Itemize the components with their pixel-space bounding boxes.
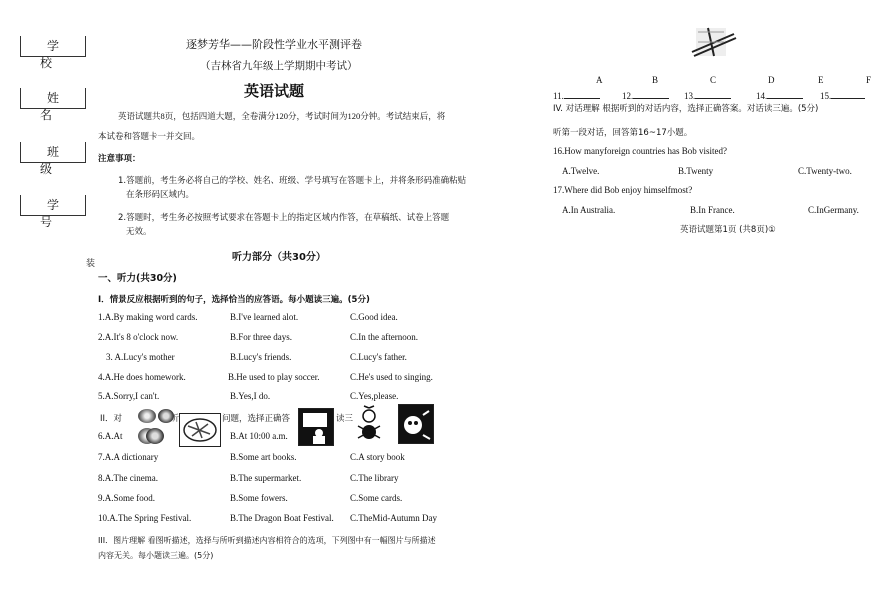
student-id-label: 学 号 <box>39 198 73 229</box>
q6-option-a: 6.A.At <box>98 431 123 441</box>
answer-blank-12 <box>633 88 669 99</box>
q17-option-b: B.In France. <box>690 205 735 215</box>
picture-letter-b: B <box>652 75 659 85</box>
q4-option-a: 4.A.He does homework. <box>98 372 186 382</box>
name-label-box <box>20 88 86 122</box>
q17-option-a: A.In Australia. <box>562 205 616 215</box>
answer-slot-13 <box>684 88 731 101</box>
intro-line-2: 本试卷和答题卡一并交回。 <box>98 131 201 141</box>
q17-stem: 17.Where did Bob enjoy himselfmost? <box>553 185 693 195</box>
disc-icon <box>138 409 156 423</box>
school-label-box <box>20 36 86 70</box>
exam-subtitle: （吉林省九年级上学期期中考试） <box>200 60 358 72</box>
dialog-intro: 听第一段对话，回答第16~17小题。 <box>553 128 693 138</box>
q9-option-c: C.Some cards. <box>350 493 403 503</box>
q9-option-a: 9.A.Some food. <box>98 493 155 503</box>
answer-blank-15 <box>831 88 865 99</box>
q3-option-c: C.Lucy's father. <box>350 352 407 362</box>
section-II-fragment-c: 问题，选择正确答 <box>222 414 291 424</box>
q1-option-b: B.I've learned alot. <box>230 312 299 322</box>
binding-mark: 装 <box>86 259 96 269</box>
q4-option-b: B.He used to play soccer. <box>228 372 320 382</box>
q3-option-a: 3. A.Lucy's mother <box>106 352 175 362</box>
q8-option-c: C.The library <box>350 473 399 483</box>
q16-stem: 16.How manyforeign countries has Bob visited? <box>553 146 727 156</box>
answer-slot-14-label: 14. <box>756 91 768 101</box>
q2-option-b: B.For three days. <box>230 332 292 342</box>
note-1-line-1: 1.答题前，考生务必将自己的学校、姓名、班级、学号填写在答题卡上，并将条形码准确粘贴 <box>118 176 467 186</box>
page-title: 英语试题 <box>244 82 305 100</box>
section-II-fragment-a: II．对 <box>100 414 123 424</box>
section-I-instruction: I．情景反应根据听到的句子，选择恰当的应答语。每小题读三遍。(5分) <box>98 295 370 305</box>
disc-icon <box>158 409 174 423</box>
section-III-line-1: III．图片理解 看图听描述，选择与所听到描述内容相符合的选项，下列图中有一幅图片与所描述 <box>98 536 436 545</box>
q8-option-b: B.The supermarket. <box>230 473 302 483</box>
picture-letter-a: A <box>596 75 603 85</box>
q9-option-b: B.Some fowers. <box>230 493 288 503</box>
q1-option-a: 1.A.By making word cards. <box>98 312 198 322</box>
q7-option-c: C.A story book <box>350 452 405 462</box>
q4-option-c: C.He's used to singing. <box>350 372 433 382</box>
q10-option-c: C.TheMid-Autumn Day <box>350 513 437 523</box>
answer-slot-13-label: 13. <box>684 91 696 101</box>
q2-option-a: 2.A.It's 8 o'clock now. <box>98 332 179 342</box>
series-title: 逐梦芳华——阶段性学业水平测评卷 <box>186 38 362 51</box>
chopsticks-picture <box>688 22 738 62</box>
q17-option-c: C.InGermany. <box>808 205 859 215</box>
answer-slot-11-label: 11. <box>553 91 564 101</box>
q2-option-c: C.In the afternoon. <box>350 332 418 342</box>
notes-heading: 注意事项： <box>98 154 141 164</box>
picture-letter-e: E <box>818 75 824 85</box>
section-III-line-2: 内容无关。每小题读三遍。(5分) <box>98 551 214 560</box>
listening-section-one: 一、听力(共30分) <box>98 273 177 284</box>
answer-slot-15-label: 15. <box>820 91 832 101</box>
section-IV-instruction: IV. 对话理解 根据听到的对话内容，选择正确答案。对话读三遍。(5分) <box>553 104 819 114</box>
q6-option-b: B.At 10:00 a.m. <box>230 431 288 441</box>
q7-option-a: 7.A.A dictionary <box>98 452 159 462</box>
q16-option-a: A.Twelve. <box>562 166 600 176</box>
answer-slot-15 <box>820 88 865 101</box>
school-label: 学 校 <box>39 39 73 70</box>
answer-slot-11 <box>553 88 600 101</box>
q10-option-b: B.The Dragon Boat Festival. <box>230 513 334 523</box>
intro-line-1: 英语试题共8页，包括四道大题，全卷满分120分，考试时间为120分钟。考试结束后，将 <box>118 111 446 121</box>
note-2-line-1: 2.答题时，考生务必按照考试要求在答题卡上的指定区域内作答，在草稿纸、试卷上答题 <box>118 213 450 223</box>
picture-letter-d: D <box>768 75 775 85</box>
q1-option-c: C.Good idea. <box>350 312 398 322</box>
answer-slot-12-label: 12. <box>622 91 634 101</box>
bug-character-picture <box>354 406 384 444</box>
answer-blank-14 <box>767 88 803 99</box>
picture-letter-f: F <box>866 75 871 85</box>
listening-part-title: 听力部分（共30分） <box>232 252 326 263</box>
q10-option-a: 10.A.The Spring Festival. <box>98 513 192 523</box>
answer-slot-14 <box>756 88 803 101</box>
q5-option-a: 5.A.Sorry,I can't. <box>98 391 160 401</box>
class-label-box <box>20 142 86 176</box>
name-label: 姓 名 <box>39 91 73 122</box>
answer-blank-11 <box>564 88 600 99</box>
q8-option-a: 8.A.The cinema. <box>98 473 158 483</box>
class-label: 班 级 <box>39 145 73 176</box>
note-1-line-2: 在条形码区域内。 <box>126 190 195 200</box>
q5-option-c: C.Yes,please. <box>350 391 399 401</box>
q5-option-b: B.Yes,I do. <box>230 391 271 401</box>
q7-option-b: B.Some art books. <box>230 452 297 462</box>
answer-slot-12 <box>622 88 669 101</box>
classroom-picture <box>298 408 334 446</box>
q16-option-b: B.Twenty <box>678 166 714 176</box>
section-II-fragment-d: 读三 <box>336 414 354 424</box>
picture-letter-c: C <box>710 75 717 85</box>
food-plate-picture <box>179 413 221 447</box>
disc-icon <box>146 428 164 444</box>
q16-option-c: C.Twenty-two. <box>798 166 852 176</box>
q3-option-b: B.Lucy's friends. <box>230 352 292 362</box>
student-id-label-box <box>20 195 86 229</box>
note-2-line-2: 无效。 <box>126 227 152 237</box>
page-footer: 英语试题第1页 (共8页)① <box>680 225 776 235</box>
game-controller-picture <box>398 404 434 444</box>
answer-blank-13 <box>695 88 731 99</box>
